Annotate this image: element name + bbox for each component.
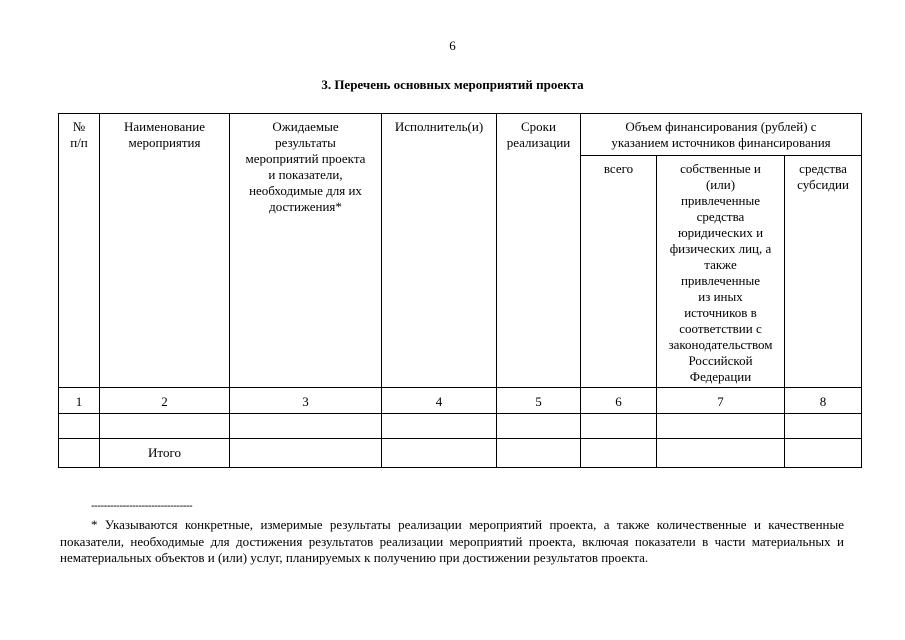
table-cell bbox=[59, 439, 100, 468]
footnote-separator: -------------------------------- bbox=[91, 500, 193, 512]
table-cell bbox=[497, 414, 581, 439]
column-number: 8 bbox=[785, 388, 862, 414]
header-funding-total: всего bbox=[581, 156, 657, 388]
column-number: 1 bbox=[59, 388, 100, 414]
column-number: 2 bbox=[100, 388, 230, 414]
column-number: 3 bbox=[230, 388, 382, 414]
column-number: 5 bbox=[497, 388, 581, 414]
header-num: № п/п bbox=[59, 114, 100, 388]
total-row bbox=[59, 439, 862, 468]
table-cell bbox=[382, 414, 497, 439]
table-cell bbox=[100, 414, 230, 439]
header-row-1 bbox=[59, 114, 862, 156]
table-cell bbox=[657, 439, 785, 468]
column-number: 6 bbox=[581, 388, 657, 414]
total-label: Итого bbox=[100, 439, 230, 468]
table-cell bbox=[785, 439, 862, 468]
section-title: 3. Перечень основных мероприятий проекта bbox=[321, 77, 584, 92]
table-cell bbox=[230, 414, 382, 439]
page-number: 6 bbox=[449, 38, 456, 53]
header-funding-subsidy: средства субсидии bbox=[785, 156, 862, 388]
table-cell bbox=[581, 414, 657, 439]
footnote-text: * Указываются конкретные, измеримые результаты реализации мероприятий проекта, а также количественные и качественные показатели, необходимые для достижения результатов реализации мероприятий проекта, включая показатели в части материальных и нематериальных объектов и (или) услуг, планируемых к получению при достижении результатов проекта. bbox=[60, 517, 844, 565]
table-cell bbox=[785, 414, 862, 439]
header-results: Ожидаемые результаты мероприятий проекта и показатели, необходимые для их достижения* bbox=[230, 114, 382, 388]
header-funding-own: собственные и (или) привлеченные средства юридических и физических лиц, а также привлеченные из иных источников в соответствии с законодательством Российской Федерации bbox=[657, 156, 785, 388]
table-cell bbox=[497, 439, 581, 468]
header-funding: Объем финансирования (рублей) с указанием источников финансирования bbox=[581, 114, 862, 156]
table-row bbox=[59, 414, 862, 439]
header-name: Наименование мероприятия bbox=[100, 114, 230, 388]
table-cell bbox=[657, 414, 785, 439]
header-terms: Сроки реализации bbox=[497, 114, 581, 388]
table-cell bbox=[581, 439, 657, 468]
column-number: 7 bbox=[657, 388, 785, 414]
table-cell bbox=[382, 439, 497, 468]
column-numbers-row bbox=[59, 388, 862, 414]
table-cell bbox=[59, 414, 100, 439]
events-table bbox=[58, 113, 862, 468]
column-number: 4 bbox=[382, 388, 497, 414]
header-executor: Исполнитель(и) bbox=[382, 114, 497, 388]
table-cell bbox=[230, 439, 382, 468]
